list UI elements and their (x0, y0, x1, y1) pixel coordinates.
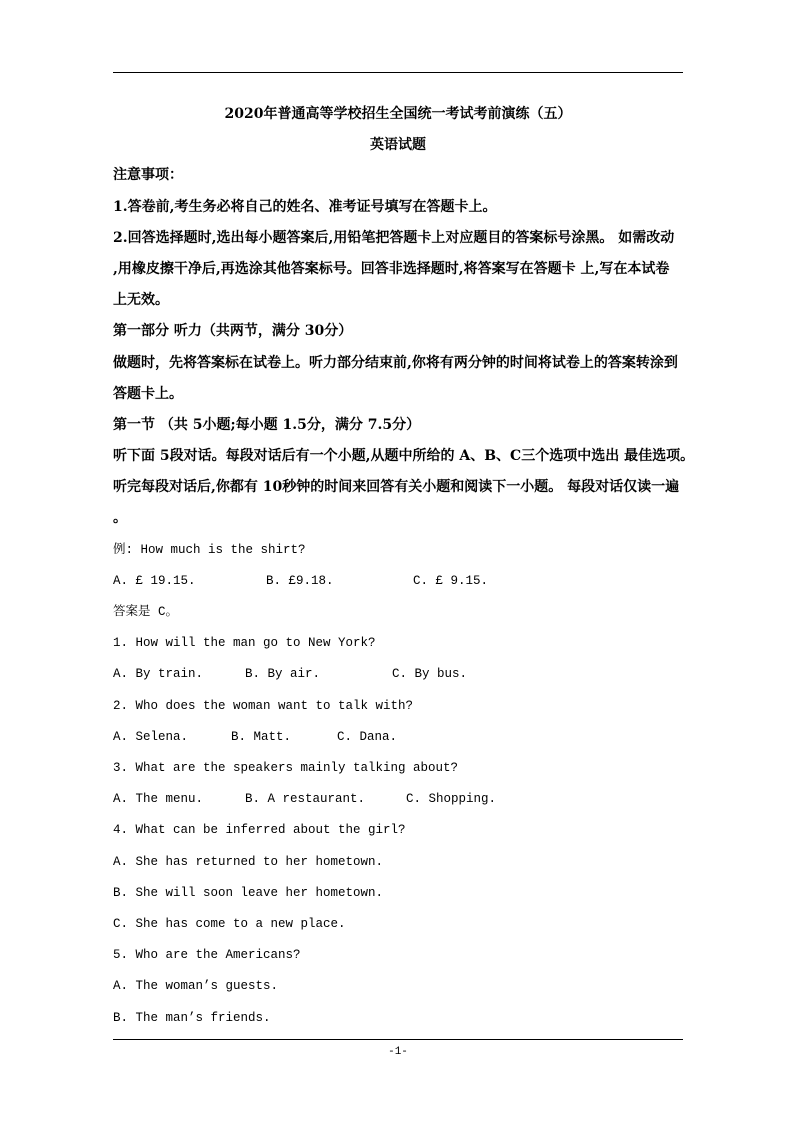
question-4-option-a: A. She has returned to her hometown. (113, 855, 384, 869)
question-2: 2. Who does the woman want to talk with? (113, 699, 414, 713)
example-option-b: B. £9.18. (266, 574, 334, 588)
page-number: -1- (388, 1046, 408, 1058)
question-5: 5. Who are the Americans? (113, 948, 301, 962)
section1-desc-line-3: 。 (113, 510, 127, 526)
question-3-option-b: B. A restaurant. (245, 792, 366, 806)
question-3: 3. What are the speakers mainly talking about? (113, 761, 459, 775)
question-2-option-b: B. Matt. (231, 730, 292, 744)
question-4-option-b: B. She will soon leave her hometown. (113, 886, 384, 900)
part1-desc-line-2: 答题卡上。 (113, 386, 183, 402)
question-3-option-c: C. Shopping. (406, 792, 497, 806)
section1-desc-line-2: 听完每段对话后,你都有 10秒钟的时间来回答有关小题和阅读下一小题。 每段对话仅读一遍 (113, 479, 680, 495)
question-3-options (113, 789, 496, 809)
notice-item-2-line-3: 上无效。 (113, 292, 169, 308)
notice-heading: 注意事项： (113, 167, 183, 183)
question-3-option-a: A. The menu. (113, 792, 204, 806)
section1-desc-line-1: 听下面 5段对话。每段对话后有一个小题,从题中所给的 A、B、C三个选项中选出 最佳选项。 (113, 448, 695, 464)
section1-heading: 第一节 （共 5小题;每小题 1.5分，满分 7.5分） (113, 417, 421, 433)
question-1-option-b: B. By air. (245, 667, 321, 681)
question-4-option-c: C. She has come to a new place. (113, 917, 346, 931)
question-5-option-b: B. The man’s friends. (113, 1011, 271, 1025)
header-rule (113, 72, 683, 73)
question-1-option-c: C. By bus. (392, 667, 468, 681)
part1-desc-line-1: 做题时，先将答案标在试卷上。听力部分结束前,你将有两分钟的时间将试卷上的答案转涂到 (113, 355, 678, 371)
notice-item-1: 1.答卷前,考生务必将自己的姓名、准考证号填写在答题卡上。 (113, 199, 497, 215)
question-1: 1. How will the man go to New York? (113, 636, 376, 650)
question-5-option-a: A. The woman’s guests. (113, 979, 279, 993)
example-option-c: C. £ 9.15. (413, 574, 489, 588)
question-1-option-a: A. By train. (113, 667, 204, 681)
example-answer: 答案是 C。 (113, 605, 179, 619)
exam-title: 2020年普通高等学校招生全国统一考试考前演练（五） (224, 106, 572, 122)
question-2-options (113, 727, 397, 747)
example-question: 例: How much is the shirt? (113, 543, 306, 557)
part1-heading: 第一部分 听力（共两节，满分 30分） (113, 323, 353, 339)
question-1-options (113, 664, 467, 684)
question-2-option-c: C. Dana. (337, 730, 398, 744)
question-2-option-a: A. Selena. (113, 730, 189, 744)
notice-item-2-line-1: 2.回答选择题时,选出每小题答案后,用铅笔把答题卡上对应题目的答案标号涂黑。 如需改动 (113, 230, 675, 246)
question-4: 4. What can be inferred about the girl? (113, 823, 406, 837)
example-options (113, 571, 488, 591)
exam-subtitle: 英语试题 (370, 137, 426, 153)
notice-item-2-line-2: ,用橡皮擦干净后,再选涂其他答案标号。回答非选择题时,将答案写在答题卡 上,写在本试卷 (113, 261, 670, 277)
footer-rule (113, 1039, 683, 1040)
example-option-a: A. £ 19.15. (113, 574, 196, 588)
